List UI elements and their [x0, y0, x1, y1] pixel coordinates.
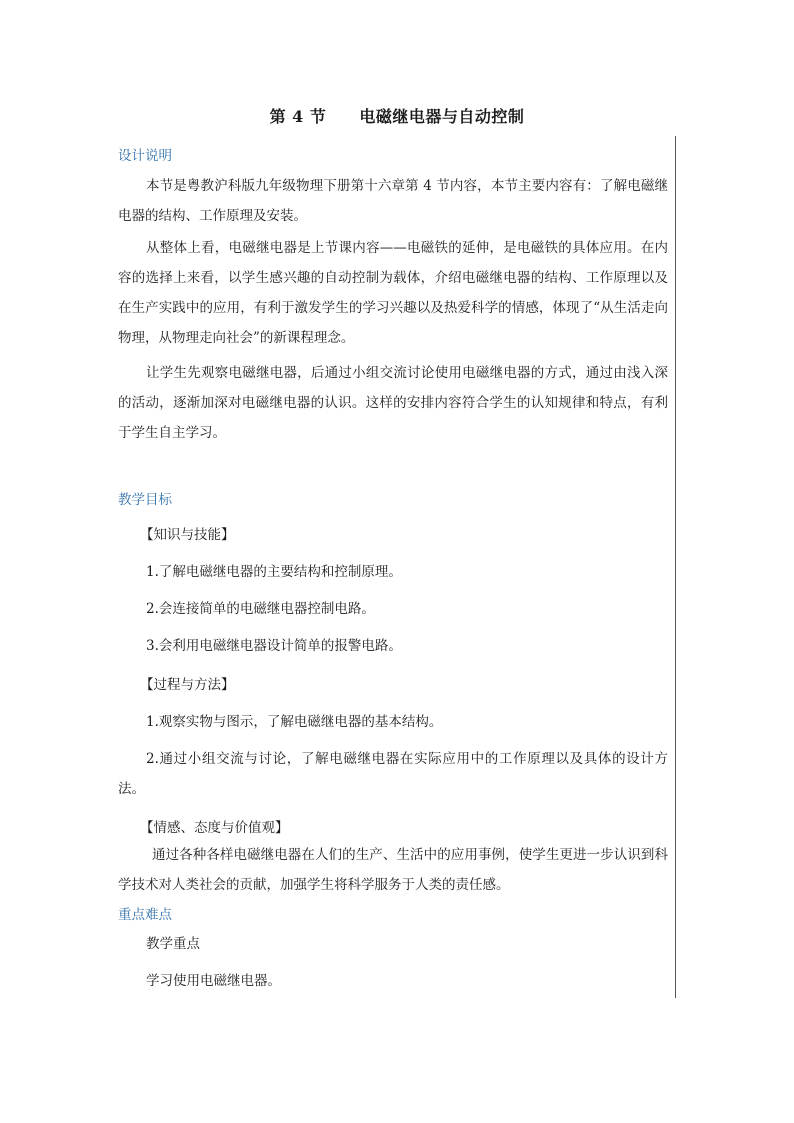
- design-paragraph-3: 让学生先观察电磁继电器，后通过小组交流讨论使用电磁继电器的方式，通过由浅入深的活动，逐渐加深对电磁继电器的认识。这样的安排内容符合学生的认知规律和特点，有利于学生自主学习。: [118, 365, 668, 441]
- knowledge-subheading: 【知识与技能】: [140, 527, 235, 543]
- attitude-subheading: 【情感、态度与价值观】: [140, 820, 289, 836]
- design-paragraph-2: 从整体上看，电磁继电器是上节课内容——电磁铁的延伸，是电磁铁的具体应用。在内容的选择上来看，以学生感兴趣的自动控制为载体，介绍电磁继电器的结构、工作原理以及在生产实践中的应用，有利于激发学生的学习兴趣以及热爱科学的情感，体现了“从生活走向物理，从物理走向社会”的新课程理念。: [118, 240, 668, 346]
- process-item-2: 2.通过小组交流与讨论，了解电磁继电器在实际应用中的工作原理以及具体的设计方法。: [118, 751, 668, 797]
- process-subheading: 【过程与方法】: [140, 677, 235, 693]
- design-section-heading: 设计说明: [118, 148, 172, 164]
- page-title: 第 4 节 电磁继电器与自动控制: [269, 107, 525, 126]
- attitude-paragraph: 通过各种各样电磁继电器在人们的生产、生活中的应用事例，使学生更进一步认识到科学技术对人类社会的贡献，加强学生将科学服务于人类的责任感。: [118, 847, 668, 893]
- objectives-section-heading: 教学目标: [118, 492, 172, 508]
- knowledge-item-3: 3.会利用电磁继电器设计简单的报警电路。: [146, 638, 402, 654]
- design-paragraph-1: 本节是粤教沪科版九年级物理下册第十六章第 4 节内容，本节主要内容有：了解电磁继电器的结构、工作原理及安装。: [118, 178, 668, 224]
- key-points-text: 学习使用电磁继电器。: [146, 973, 281, 989]
- key-points-section-heading: 重点难点: [118, 907, 172, 923]
- knowledge-item-1: 1.了解电磁继电器的主要结构和控制原理。: [146, 564, 402, 580]
- key-points-subheading: 教学重点: [146, 936, 200, 952]
- process-item-1: 1.观察实物与图示，了解电磁继电器的基本结构。: [146, 714, 443, 730]
- knowledge-item-2: 2.会连接简单的电磁继电器控制电路。: [146, 601, 375, 617]
